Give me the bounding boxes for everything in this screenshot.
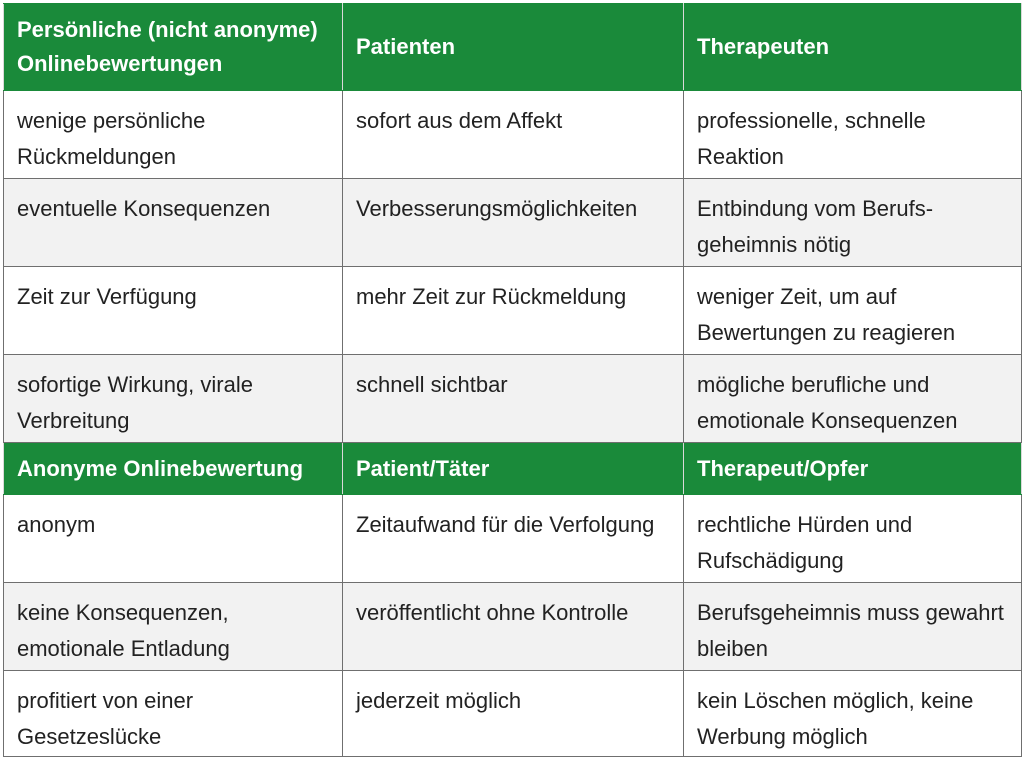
- table-row: [4, 267, 1022, 355]
- header-cell: Anonyme Onlinebewertung: [4, 443, 343, 495]
- header-cell: Patient/Täter: [343, 443, 684, 495]
- table-cell: veröffentlicht ohne Kontrolle: [343, 583, 684, 671]
- header-cell: Therapeuten: [684, 4, 1022, 91]
- table-cell: profitiert von einer Gesetzeslücke: [4, 671, 343, 757]
- table-cell: sofort aus dem Affekt: [343, 91, 684, 179]
- table-cell: sofortige Wirkung, virale Verbreitung: [4, 355, 343, 443]
- table-cell: kein Löschen möglich, keine Werbung möglich: [684, 671, 1022, 757]
- table-cell: Berufsgeheimnis muss gewahrt bleiben: [684, 583, 1022, 671]
- table-cell: mögliche berufliche und emotionale Konsequenzen: [684, 355, 1022, 443]
- comparison-table: [3, 3, 1022, 757]
- table-row: [4, 91, 1022, 179]
- table-cell: rechtliche Hürden und Rufschädigung: [684, 495, 1022, 583]
- table-cell: eventuelle Konsequenzen: [4, 179, 343, 267]
- section-header-row: [4, 4, 1022, 91]
- table-cell: Entbindung vom Berufs-geheimnis nötig: [684, 179, 1022, 267]
- table-cell: mehr Zeit zur Rückmeldung: [343, 267, 684, 355]
- table-cell: Zeit zur Verfügung: [4, 267, 343, 355]
- header-cell: Persönliche (nicht anonyme) Onlinebewertungen: [4, 4, 343, 91]
- table-row: [4, 671, 1022, 757]
- section-header-row: [4, 443, 1022, 495]
- table-cell: professionelle, schnelle Reaktion: [684, 91, 1022, 179]
- header-cell: Patienten: [343, 4, 684, 91]
- table-row: [4, 355, 1022, 443]
- table-cell: Zeitaufwand für die Verfolgung: [343, 495, 684, 583]
- table-row: [4, 583, 1022, 671]
- table-cell: jederzeit möglich: [343, 671, 684, 757]
- table-row: [4, 179, 1022, 267]
- table-row: [4, 495, 1022, 583]
- table-cell: keine Konsequenzen, emotionale Entladung: [4, 583, 343, 671]
- header-cell: Therapeut/Opfer: [684, 443, 1022, 495]
- table-cell: schnell sichtbar: [343, 355, 684, 443]
- table-cell: wenige persönliche Rückmeldungen: [4, 91, 343, 179]
- table-cell: weniger Zeit, um auf Bewertungen zu reagieren: [684, 267, 1022, 355]
- table-cell: anonym: [4, 495, 343, 583]
- table-cell: Verbesserungsmöglichkeiten: [343, 179, 684, 267]
